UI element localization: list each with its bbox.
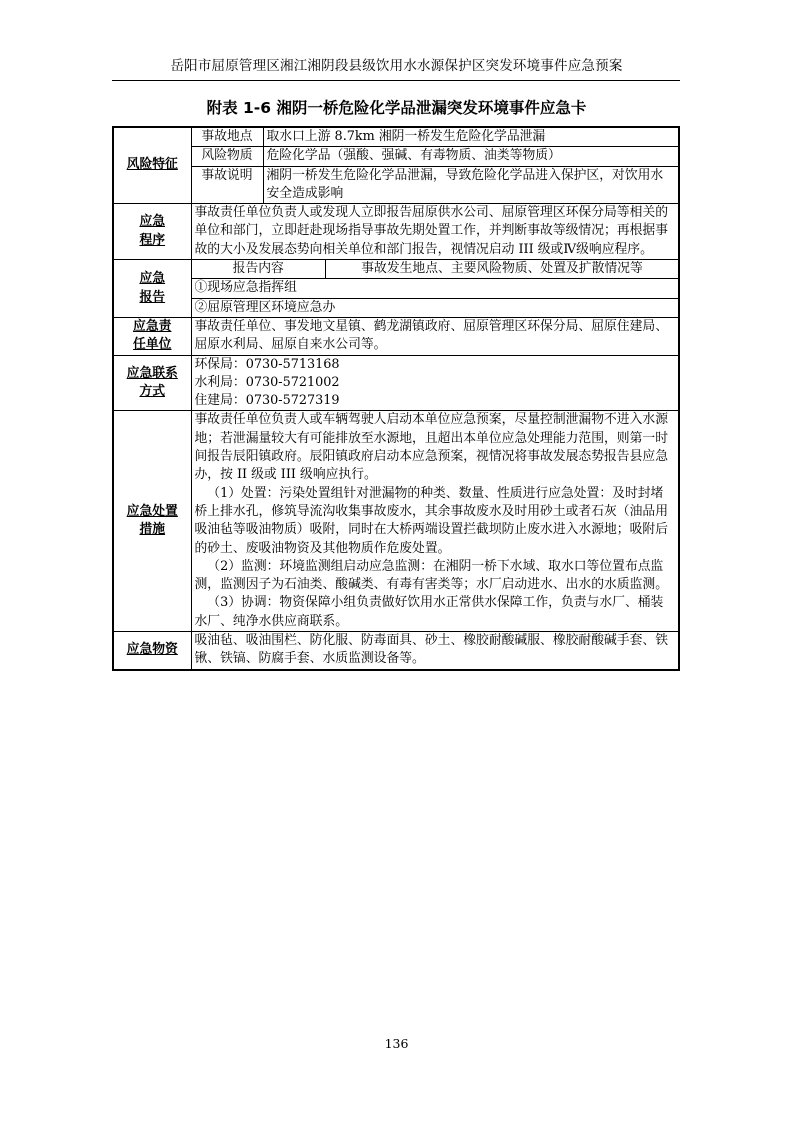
risk-row-description bbox=[113, 166, 679, 204]
responsible-label: 应急责 任单位 bbox=[113, 317, 191, 355]
report-recipient: ②屈原管理区环境应急办 bbox=[194, 299, 336, 315]
page-header: 岳阳市屈原管理区湘江湘阴段县级饮用水水源保护区突发环境事件应急预案 bbox=[170, 58, 623, 74]
card-title: 附表 1-6 湘阴一桥危险化学品泄漏突发环境事件应急卡 bbox=[206, 99, 587, 117]
measures-text bbox=[191, 411, 679, 632]
contact-line: 环保局：0730-5713168 bbox=[194, 356, 340, 372]
materials-label: 应急物资 bbox=[113, 632, 191, 670]
procedure-row bbox=[113, 204, 679, 260]
emergency-card-table bbox=[112, 126, 680, 671]
contact-line: 住建局：0730-5727319 bbox=[194, 393, 340, 409]
risk-label: 风险特征 bbox=[113, 127, 191, 204]
risk-row-substance bbox=[113, 147, 679, 166]
header-divider bbox=[112, 80, 680, 81]
materials-text: 吸油毡、吸油围栏、防化服、防毒面具、砂土、橡胶耐酸碱服、橡胶耐酸碱手套、铁锹、铁镐、防腐手套、水质监测设备等。 bbox=[191, 632, 679, 670]
responsible-row bbox=[113, 317, 679, 355]
risk-value: 湘阴一桥发生危险化学品泄漏，导致危险化学品进入保护区，对饮用水安全造成影响 bbox=[263, 166, 679, 204]
procedure-label: 应急 程序 bbox=[113, 204, 191, 260]
measures-coordination: （3）协调：物资保障小组负责做好饮用水正常供水保障工作，负责与水厂、桶装水厂、纯净水供应商联系。 bbox=[194, 595, 664, 629]
procedure-text: 事故责任单位负责人或发现人立即报告屈原供水公司、屈原管理区环保分局等相关的单位和部门，立即赶赴现场指导事故先期处置工作，并判断事故等级情况；再根据事故的大小及发展态势向相关单位和部门报告，视情况启动 III 级或Ⅳ级响应程序。 bbox=[191, 204, 679, 260]
report-content bbox=[191, 260, 679, 318]
contact-line: 水利局：0730-5721002 bbox=[194, 374, 340, 390]
risk-value: 取水口上游 8.7km 湘阴一桥发生危险化学品泄漏 bbox=[263, 127, 679, 147]
risk-row-location bbox=[113, 127, 679, 147]
report-label: 应急 报告 bbox=[113, 260, 191, 318]
report-content-value: 事故发生地点、主要风险物质、处置及扩散情况等 bbox=[326, 260, 679, 279]
report-row bbox=[113, 260, 679, 318]
measures-disposal: （1）处置：污染处置组针对泄漏物的种类、数量、性质进行应急处置：及时封堵桥上排水孔，修筑导流沟收集事故废水，其余事故废水及时用砂土或者石灰（油品用吸油毡等吸油物质）吸附，同时在大桥两端设置拦截坝防止废水进入水源地；吸附后的砂土、废吸油物资及其他物质作危废处置。 bbox=[194, 485, 668, 556]
contact-row bbox=[113, 355, 679, 411]
risk-key: 事故说明 bbox=[191, 166, 263, 204]
measures-intro: 事故责任单位负责人或车辆驾驶人启动本单位应急预案，尽量控制泄漏物不进入水源地；若泄漏量较大有可能排放至水源地，且超出本单位应急处理能力范围，则第一时间报告辰阳镇政府。辰阳镇政府启动本应急预案，视情况将事故发展态势报告县应急办，按 II 级或 III 级响应执行。 bbox=[194, 412, 668, 483]
page-number: 136 bbox=[384, 1036, 409, 1051]
materials-row bbox=[113, 632, 679, 670]
contact-label: 应急联系 方式 bbox=[113, 355, 191, 411]
contact-list bbox=[191, 355, 679, 411]
responsible-text: 事故责任单位、事发地文星镇、鹤龙湖镇政府、屈原管理区环保分局、屈原住建局、屈原水利局、屈原自来水公司等。 bbox=[191, 317, 679, 355]
report-content-key: 报告内容 bbox=[192, 260, 326, 279]
report-recipient: ①现场应急指挥组 bbox=[192, 279, 679, 298]
risk-key: 事故地点 bbox=[191, 127, 263, 147]
measures-row bbox=[113, 411, 679, 632]
risk-key: 风险物质 bbox=[191, 147, 263, 166]
measures-monitoring: （2）监测：环境监测组启动应急监测：在湘阴一桥下水域、取水口等位置布点监测，监测因子为石油类、酸碱类、有毒有害类等；水厂启动进水、出水的水质监测。 bbox=[194, 558, 668, 593]
measures-label: 应急处置 措施 bbox=[113, 411, 191, 632]
risk-value: 危险化学品（强酸、强碱、有毒物质、油类等物质） bbox=[263, 147, 679, 166]
